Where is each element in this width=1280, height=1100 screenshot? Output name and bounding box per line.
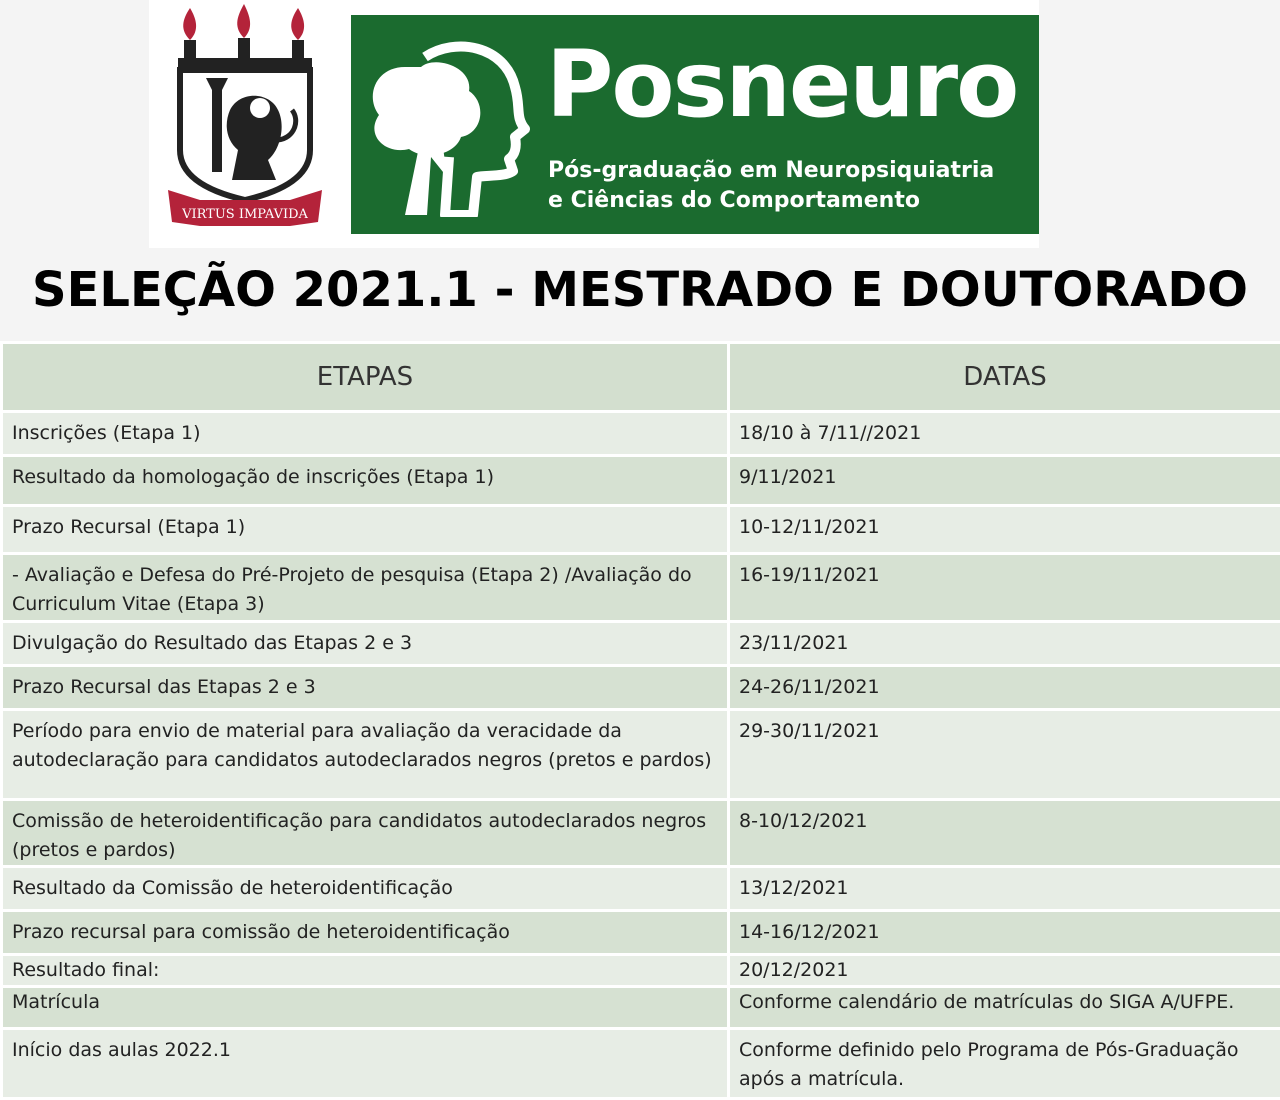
table-row bbox=[2, 456, 1280, 506]
table-row bbox=[2, 800, 1280, 867]
etapa-cell: Prazo Recursal (Etapa 1) bbox=[2, 506, 729, 554]
ufpe-motto-text: VIRTUS IMPAVIDA bbox=[181, 207, 308, 222]
header-etapas: ETAPAS bbox=[2, 343, 729, 412]
table-row bbox=[2, 412, 1280, 456]
data-cell: 10-12/11/2021 bbox=[729, 506, 1280, 554]
etapa-cell: Resultado da Comissão de heteroidentificação bbox=[2, 867, 729, 911]
header-datas: DATAS bbox=[729, 343, 1280, 412]
posneuro-banner bbox=[351, 15, 1039, 234]
table-header-row bbox=[2, 343, 1280, 412]
etapa-cell: Início das aulas 2022.1 bbox=[2, 1029, 729, 1099]
etapa-cell: Resultado da homologação de inscrições (Etapa 1) bbox=[2, 456, 729, 506]
data-cell: 20/12/2021 bbox=[729, 955, 1280, 987]
table-row bbox=[2, 710, 1280, 800]
data-cell: 9/11/2021 bbox=[729, 456, 1280, 506]
brand-subtitle-line1: Pós-graduação em Neuropsiquiatria bbox=[548, 158, 994, 183]
data-cell: 23/11/2021 bbox=[729, 622, 1280, 666]
data-cell: Conforme calendário de matrículas do SIGA A/UFPE. bbox=[729, 987, 1280, 1029]
data-cell: 13/12/2021 bbox=[729, 867, 1280, 911]
etapa-cell: Prazo recursal para comissão de heteroidentificação bbox=[2, 911, 729, 955]
table-row bbox=[2, 867, 1280, 911]
brand-name: Posneuro bbox=[546, 25, 1017, 145]
etapa-cell: Período para envio de material para avaliação da veracidade da autodeclaração para candidatos autodeclarados negros (pretos e pardos) bbox=[2, 710, 729, 800]
table-row bbox=[2, 955, 1280, 987]
table-row bbox=[2, 1029, 1280, 1099]
etapa-cell: Divulgação do Resultado das Etapas 2 e 3 bbox=[2, 622, 729, 666]
table-row bbox=[2, 554, 1280, 622]
data-cell: 16-19/11/2021 bbox=[729, 554, 1280, 622]
data-cell: 24-26/11/2021 bbox=[729, 666, 1280, 710]
table-row bbox=[2, 506, 1280, 554]
tree-head-icon bbox=[365, 37, 535, 217]
table-row bbox=[2, 911, 1280, 955]
etapa-cell: Comissão de heteroidentificação para candidatos autodeclarados negros (pretos e pardos) bbox=[2, 800, 729, 867]
etapa-cell: Inscrições (Etapa 1) bbox=[2, 412, 729, 456]
table-row bbox=[2, 666, 1280, 710]
etapa-cell: Matrícula bbox=[2, 987, 729, 1029]
table-row bbox=[2, 987, 1280, 1029]
brand-subtitle-line2: e Ciências do Comportamento bbox=[548, 188, 920, 213]
ufpe-coat-of-arms-logo bbox=[160, 0, 330, 240]
etapa-cell: Resultado final: bbox=[2, 955, 729, 987]
page-title: SELEÇÃO 2021.1 - MESTRADO E DOUTORADO bbox=[0, 262, 1280, 318]
data-cell: 18/10 à 7/11//2021 bbox=[729, 412, 1280, 456]
data-cell: 8-10/12/2021 bbox=[729, 800, 1280, 867]
data-cell: 14-16/12/2021 bbox=[729, 911, 1280, 955]
schedule-table bbox=[0, 341, 1280, 1100]
etapa-cell: Prazo Recursal das Etapas 2 e 3 bbox=[2, 666, 729, 710]
data-cell: 29-30/11/2021 bbox=[729, 710, 1280, 800]
etapa-cell: - Avaliação e Defesa do Pré-Projeto de pesquisa (Etapa 2) /Avaliação do Curriculum Vitae (Etapa 3) bbox=[2, 554, 729, 622]
data-cell: Conforme definido pelo Programa de Pós-Graduação após a matrícula. bbox=[729, 1029, 1280, 1099]
table-row bbox=[2, 622, 1280, 666]
